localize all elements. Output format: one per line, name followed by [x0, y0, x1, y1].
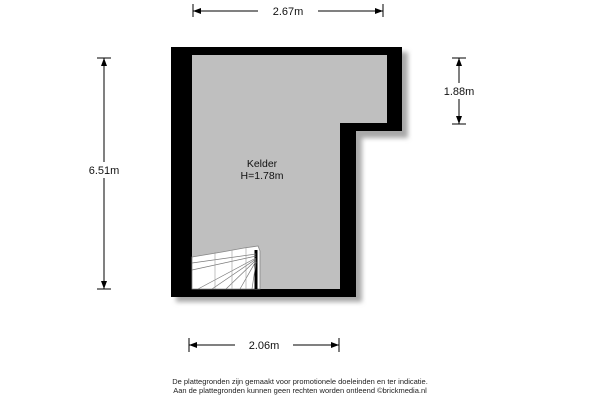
disclaimer-line-1: De plattegronden zijn gemaakt voor promotionele doeleinden en ter indicatie. [172, 377, 428, 386]
left-height-label: 6.51m [88, 165, 120, 177]
arrowhead-icon [189, 342, 197, 348]
arrowhead-icon [456, 116, 462, 124]
arrowhead-icon [101, 281, 107, 289]
top-dimension [193, 3, 383, 18]
right-dimension [435, 58, 483, 124]
room-name: Kelder [246, 158, 278, 170]
disclaimer-line-2: Aan de plattegronden kunnen geen rechten worden ontleend ©brickmedia.nl [173, 386, 427, 395]
arrowhead-icon [101, 58, 107, 66]
right-height-label: 1.88m [443, 86, 475, 98]
room-height-label: H=1.78m [240, 170, 284, 182]
left-dimension [80, 58, 128, 289]
arrowhead-icon [193, 8, 201, 14]
arrowhead-icon [331, 342, 339, 348]
arrowhead-icon [375, 8, 383, 14]
arrowhead-icon [456, 58, 462, 66]
top-width-label: 2.67m [272, 6, 304, 18]
bottom-dimension [189, 337, 339, 352]
bottom-width-label: 2.06m [248, 340, 280, 352]
